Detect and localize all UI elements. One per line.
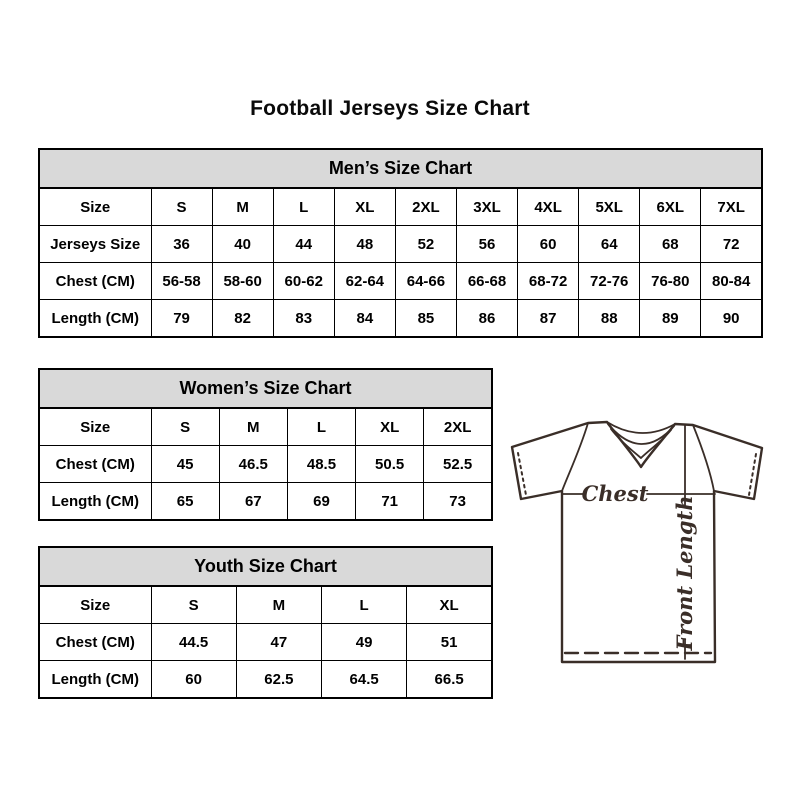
- value-cell: 36: [151, 226, 212, 263]
- jersey-outline: [512, 422, 762, 662]
- column-header-cell: M: [219, 408, 287, 446]
- value-cell: 68-72: [518, 263, 579, 300]
- womens-size-table: [38, 368, 493, 521]
- table-title: Men’s Size Chart: [39, 149, 762, 188]
- value-cell: 72: [701, 226, 762, 263]
- column-header-cell: L: [287, 408, 355, 446]
- table-row: [39, 263, 762, 300]
- table-row: [39, 483, 492, 521]
- row-header-cell: Length (CM): [39, 661, 151, 699]
- value-cell: 68: [640, 226, 701, 263]
- value-cell: 86: [456, 300, 517, 338]
- table-row: [39, 624, 492, 661]
- row-header-cell: Chest (CM): [39, 446, 151, 483]
- column-header-cell: XL: [407, 586, 492, 624]
- value-cell: 62.5: [236, 661, 321, 699]
- column-header-cell: 5XL: [579, 188, 640, 226]
- row-header-cell: Length (CM): [39, 300, 151, 338]
- table-row: [39, 300, 762, 338]
- value-cell: 48: [334, 226, 395, 263]
- value-cell: 48.5: [287, 446, 355, 483]
- value-cell: 88: [579, 300, 640, 338]
- value-cell: 60-62: [273, 263, 334, 300]
- value-cell: 67: [219, 483, 287, 521]
- value-cell: 60: [151, 661, 236, 699]
- column-header-cell: S: [151, 408, 219, 446]
- table-row: [39, 446, 492, 483]
- table-title: Youth Size Chart: [39, 547, 492, 586]
- value-cell: 52: [395, 226, 456, 263]
- value-cell: 66.5: [407, 661, 492, 699]
- value-cell: 44: [273, 226, 334, 263]
- table-row: [39, 226, 762, 263]
- column-header-cell: M: [212, 188, 273, 226]
- jersey-measurement-diagram: [495, 395, 785, 685]
- column-header-cell: S: [151, 586, 236, 624]
- table-title: Women’s Size Chart: [39, 369, 492, 408]
- jersey-diagram-svg: [495, 395, 785, 685]
- value-cell: 64: [579, 226, 640, 263]
- value-cell: 66-68: [456, 263, 517, 300]
- column-header-cell: 4XL: [518, 188, 579, 226]
- value-cell: 85: [395, 300, 456, 338]
- row-header-cell: Chest (CM): [39, 263, 151, 300]
- value-cell: 82: [212, 300, 273, 338]
- column-header-cell: XL: [334, 188, 395, 226]
- value-cell: 72-76: [579, 263, 640, 300]
- row-header-cell: Jerseys Size: [39, 226, 151, 263]
- value-cell: 89: [640, 300, 701, 338]
- value-cell: 76-80: [640, 263, 701, 300]
- table-row: [39, 661, 492, 699]
- value-cell: 56: [456, 226, 517, 263]
- row-header-cell: Length (CM): [39, 483, 151, 521]
- right-armhole-seam: [693, 425, 714, 491]
- youth-size-table: [38, 546, 493, 699]
- column-header-cell: 3XL: [456, 188, 517, 226]
- value-cell: 65: [151, 483, 219, 521]
- chest-label: Chest: [581, 481, 649, 506]
- column-header-cell: L: [322, 586, 407, 624]
- value-cell: 64.5: [322, 661, 407, 699]
- value-cell: 44.5: [151, 624, 236, 661]
- column-header-cell: 6XL: [640, 188, 701, 226]
- row-header-cell: Chest (CM): [39, 624, 151, 661]
- value-cell: 83: [273, 300, 334, 338]
- value-cell: 69: [287, 483, 355, 521]
- value-cell: 52.5: [424, 446, 492, 483]
- value-cell: 40: [212, 226, 273, 263]
- table-row: [39, 408, 492, 446]
- column-header-cell: L: [273, 188, 334, 226]
- value-cell: 62-64: [334, 263, 395, 300]
- value-cell: 80-84: [701, 263, 762, 300]
- value-cell: 56-58: [151, 263, 212, 300]
- row-header-cell: Size: [39, 408, 151, 446]
- value-cell: 84: [334, 300, 395, 338]
- table-row: [39, 586, 492, 624]
- value-cell: 51: [407, 624, 492, 661]
- column-header-cell: 7XL: [701, 188, 762, 226]
- row-header-cell: Size: [39, 586, 151, 624]
- value-cell: 50.5: [356, 446, 424, 483]
- column-header-cell: S: [151, 188, 212, 226]
- column-header-cell: 2XL: [424, 408, 492, 446]
- value-cell: 90: [701, 300, 762, 338]
- column-header-cell: M: [236, 586, 321, 624]
- value-cell: 58-60: [212, 263, 273, 300]
- value-cell: 49: [322, 624, 407, 661]
- table-row: [39, 188, 762, 226]
- value-cell: 46.5: [219, 446, 287, 483]
- value-cell: 60: [518, 226, 579, 263]
- value-cell: 71: [356, 483, 424, 521]
- front-length-label: Front Length: [672, 495, 697, 651]
- page-title: Football Jerseys Size Chart: [250, 97, 530, 120]
- value-cell: 47: [236, 624, 321, 661]
- value-cell: 73: [424, 483, 492, 521]
- collar-arc-outer: [607, 422, 675, 433]
- row-header-cell: Size: [39, 188, 151, 226]
- value-cell: 87: [518, 300, 579, 338]
- mens-size-table: [38, 148, 763, 338]
- value-cell: 79: [151, 300, 212, 338]
- column-header-cell: XL: [356, 408, 424, 446]
- value-cell: 64-66: [395, 263, 456, 300]
- column-header-cell: 2XL: [395, 188, 456, 226]
- value-cell: 45: [151, 446, 219, 483]
